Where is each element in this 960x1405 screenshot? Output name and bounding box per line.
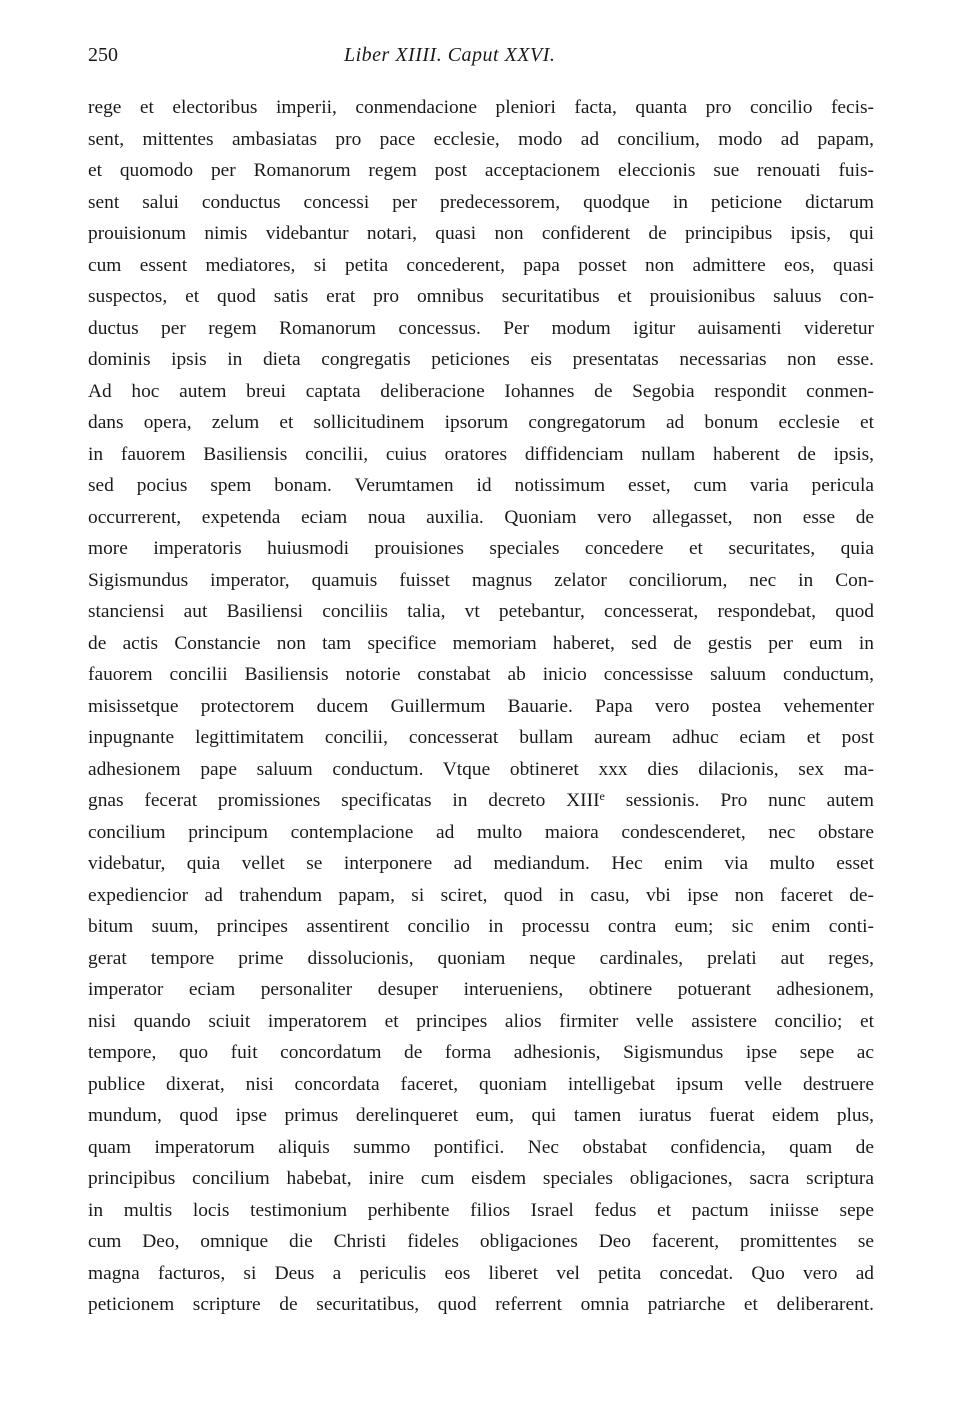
text-line: de actis Constancie non tam specifice memoriam haberet, sed de gestis per eum in [88,632,874,654]
text-line: Ad hoc autem breui captata deliberacione Iohannes de Segobia respondit conmen- [88,380,874,402]
text-line: concilium principum contemplacione ad multo maiora condescenderet, nec obstare [88,821,874,843]
text-line: adhesionem pape saluum conductum. Vtque obtineret xxx dies dilacionis, sex ma- [88,758,874,780]
text-line: Sigismundus imperator, quamuis fuisset magnus zelator conciliorum, nec in Con- [88,569,874,591]
text-fragment: gnas fecerat promissiones specificatas in decreto [88,790,567,811]
text-line: principibus concilium habebat, inire cum eisdem speciales obligaciones, sacra scriptura [88,1168,874,1189]
text-line: fauorem concilii Basiliensis notorie constabat ab inicio concessisse saluum conductum, [88,664,874,685]
text-line: sent salui conductus concessi per predecessorem, quodque in peticione dictarum [88,191,874,213]
text-line: publice dixerat, nisi concordata faceret, quoniam intelligebat ipsum velle destruere [88,1073,874,1095]
text-line: videbatur, quia vellet se interponere ad mediandum. Hec enim via multo esset [88,853,874,874]
text-line: peticionem scripture de securitatibus, quod referrent omnia patriarche et deliberarent. [88,1294,874,1315]
text-line: gerat tempore prime dissolucionis, quoniam neque cardinales, prelati aut reges, [88,947,874,969]
text-line: sent, mittentes ambasiatas pro pace ecclesie, modo ad concilium, modo ad papam, [88,128,874,150]
text-line: expediencior ad trahendum papam, si sciret, quod in casu, vbi ipse non faceret de- [88,884,874,906]
body-text [88,92,874,1321]
text-line: inpugnante legittimitatem concilii, concesserat bullam auream adhuc eciam et post [88,727,874,748]
roman-numeral: XIII [566,790,600,811]
page [88,44,874,1321]
text-fragment: sessionis. Pro nunc autem [604,790,875,811]
text-line: et quomodo per Romanorum regem post acceptacionem eleccionis sue renouati fuis- [88,160,874,181]
text-line: ductus per regem Romanorum concessus. Per modum igitur auisamenti videretur [88,317,874,339]
page-number: 250 [88,44,118,66]
text-line: cum essent mediatores, si petita concederent, papa posset non admittere eos, quasi [88,254,874,276]
text-line: bitum suum, principes assentirent concilio in processu contra eum; sic enim conti- [88,916,874,937]
running-head [88,44,874,78]
text-line: magna facturos, si Deus a periculis eos liberet vel petita concedat. Quo vero ad [88,1262,874,1284]
text-line: prouisionum nimis videbantur notari, quasi non confiderent de principibus ipsis, qui [88,223,874,244]
text-line: in fauorem Basiliensis concilii, cuius oratores diffidenciam nullam haberent de ipsis, [88,443,874,465]
text-line: stanciensi aut Basiliensi conciliis talia, vt petebantur, concesserat, respondebat, quod [88,601,874,622]
text-line: sed pocius spem bonam. Verumtamen id notissimum esset, cum varia pericula [88,475,874,496]
text-line: tempore, quo fuit concordatum de forma adhesionis, Sigismundus ipse sepe ac [88,1042,874,1063]
running-title: Liber XIIII. Caput XXVI. [344,44,556,66]
text-line: imperator eciam personaliter desuper interueniens, obtinere potuerant adhesionem, [88,979,874,1000]
text-line: quam imperatorum aliquis summo pontifici. Nec obstabat confidencia, quam de [88,1136,874,1158]
text-line: dominis ipsis in dieta congregatis peticiones eis presentatas necessarias non esse. [88,349,874,370]
text-line: mundum, quod ipse primus derelinqueret eum, qui tamen iuratus fuerat eidem plus, [88,1105,874,1126]
superscript: e [599,789,605,803]
text-line-decree [88,785,874,817]
text-line: more imperatoris huiusmodi prouisiones speciales concedere et securitates, quia [88,538,874,559]
text-line: cum Deo, omnique die Christi fideles obligaciones Deo facerent, promittentes se [88,1231,874,1252]
text-line: occurrerent, expetenda eciam noua auxilia. Quoniam vero allegasset, non esse de [88,506,874,528]
text-line: rege et electoribus imperii, conmendacione pleniori facta, quanta pro concilio fecis- [88,97,874,118]
text-line: nisi quando sciuit imperatorem et principes alios firmiter velle assistere concilio; et [88,1010,874,1032]
text-line: dans opera, zelum et sollicitudinem ipsorum congregatorum ad bonum ecclesie et [88,412,874,433]
text-line: misissetque protectorem ducem Guillermum Bauarie. Papa vero postea vehementer [88,695,874,717]
text-line: in multis locis testimonium perhibente filios Israel fedus et pactum iniisse sepe [88,1199,874,1221]
text-line: suspectos, et quod satis erat pro omnibus securitatibus et prouisionibus saluus con- [88,286,874,307]
